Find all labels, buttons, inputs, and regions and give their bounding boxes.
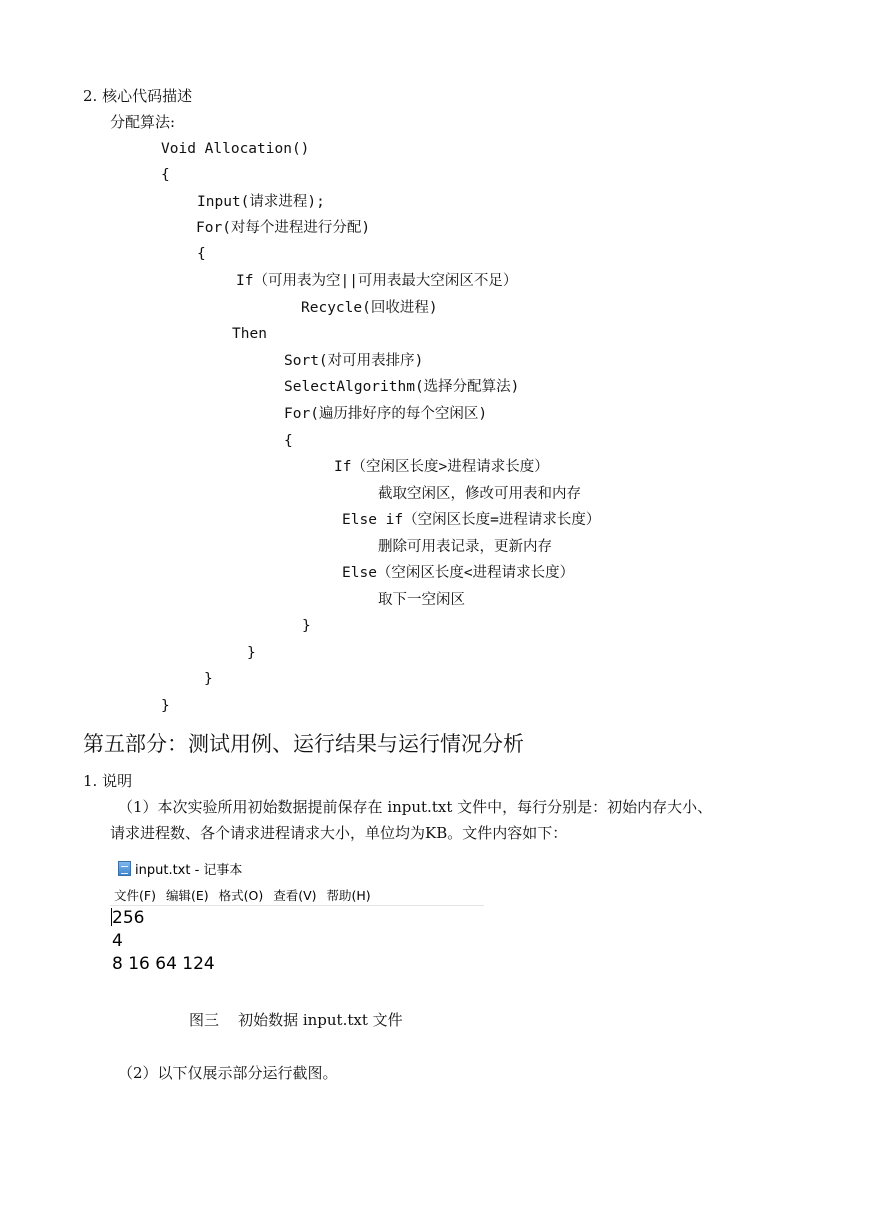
code-line: If（空闲区长度>进程请求长度） <box>334 459 549 475</box>
code-line: } <box>247 645 256 661</box>
menu-item-view: 查看(V) <box>273 888 317 903</box>
code-line: { <box>284 433 293 449</box>
paragraph-line: （1）本次实验所用初始数据提前保存在 input.txt 文件中，每行分别是：初始内存大小、 <box>118 798 713 816</box>
figure-caption: 图三 初始数据 input.txt 文件 <box>189 1011 403 1029</box>
notepad-title-bar <box>118 859 242 878</box>
code-line: } <box>161 698 170 714</box>
paragraph-line: （2）以下仅展示部分运行截图。 <box>118 1064 338 1082</box>
notepad-text-line: 8 16 64 124 <box>112 954 215 974</box>
notepad-divider <box>110 905 484 906</box>
code-line: If（可用表为空||可用表最大空闲区不足） <box>236 273 518 289</box>
code-line: For(遍历排好序的每个空闲区) <box>284 406 488 422</box>
code-line: { <box>161 167 170 183</box>
code-line: Then <box>232 326 267 342</box>
menu-item-file: 文件(F) <box>114 888 156 903</box>
notepad-menu-bar <box>114 886 371 904</box>
code-line: 取下一空闲区 <box>378 592 465 608</box>
menu-item-edit: 编辑(E) <box>165 888 209 903</box>
paragraph-line: 请求进程数、各个请求进程请求大小，单位均为KB。文件内容如下： <box>110 824 568 842</box>
code-line: For(对每个进程进行分配) <box>196 220 371 236</box>
code-line: } <box>204 671 213 687</box>
code-line: Recycle(回收进程) <box>301 300 438 316</box>
code-line: Sort(对可用表排序) <box>284 353 424 369</box>
notepad-text-line: 4 <box>112 931 123 951</box>
menu-item-help: 帮助(H) <box>326 888 371 903</box>
code-line: Input(请求进程); <box>197 194 325 210</box>
code-line: 截取空闲区，修改可用表和内存 <box>378 486 581 502</box>
code-line: Void Allocation() <box>161 141 310 157</box>
code-line: SelectAlgorithm(选择分配算法) <box>284 379 520 395</box>
section-subtitle: 分配算法: <box>110 113 176 131</box>
part-heading: 第五部分：测试用例、运行结果与运行情况分析 <box>83 732 524 756</box>
notepad-screenshot <box>110 855 490 980</box>
code-line: 删除可用表记录，更新内存 <box>378 539 552 555</box>
code-line: Else if（空闲区长度=进程请求长度） <box>342 512 601 528</box>
code-line: } <box>302 618 311 634</box>
notepad-icon <box>118 861 131 876</box>
menu-item-format: 格式(O) <box>218 888 264 903</box>
item-title: 1. 说明 <box>83 772 133 790</box>
notepad-title: input.txt - 记事本 <box>135 863 243 878</box>
code-line: { <box>197 246 206 262</box>
notepad-text-line: 256 <box>112 908 145 928</box>
code-line: Else（空闲区长度<进程请求长度） <box>342 565 575 581</box>
section-title: 2. 核心代码描述 <box>83 87 193 105</box>
